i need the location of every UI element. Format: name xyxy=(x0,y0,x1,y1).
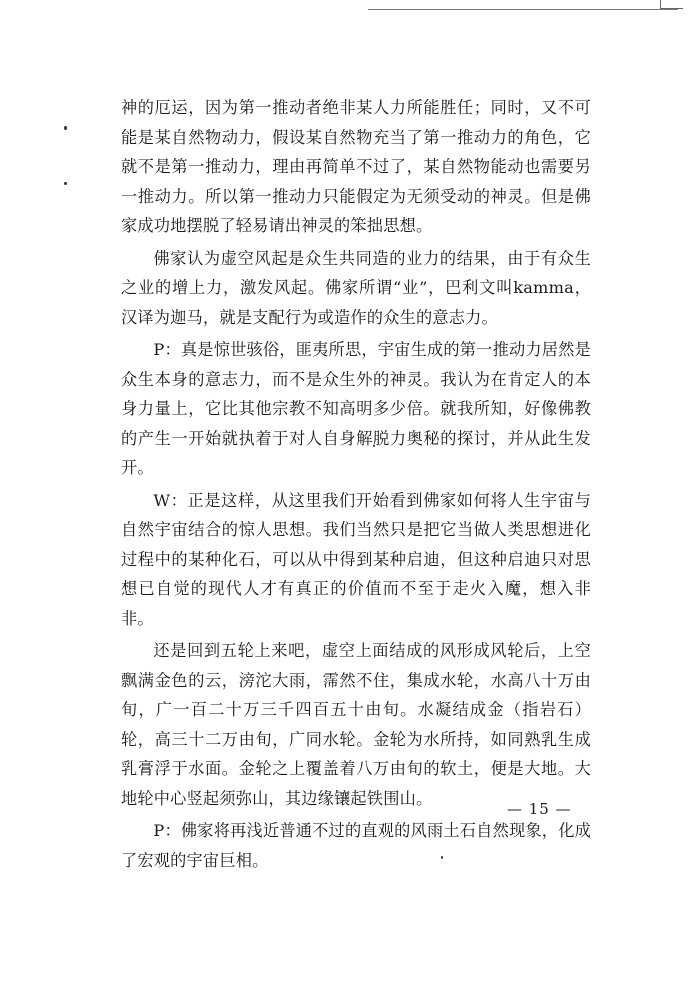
paragraph-4: W：正是这样，从这里我们开始看到佛家如何将人生宇宙与自然宇宙结合的惊人思想。我们当然只是把它当做人类思想进化过程中的某种化石，可以从中得到某种启迪，但这种启迪只对思想已自觉的现代人才有真正的价值而不至于走火入魔，想入非非。 xyxy=(121,490,591,628)
paragraph-2: 佛家认为虚空风起是众生共同造的业力的结果，由于有众生之业的增上力，激发风起。佛家所谓“业”，巴利文叫kamma，汉译为迦马，就是支配行为或造作的众生的意志力。 xyxy=(121,248,591,327)
scan-speck xyxy=(64,182,67,185)
paragraph-3: P：真是惊世骇俗，匪夷所思，宇宙生成的第一推动力居然是众生本身的意志力，而不是众生外的神灵。我认为在肯定人的本身力量上，它比其他宗教不知高明多少倍。就我所知，好像佛教的产生一开始就执着于对人自身解脱力奥秘的探讨，并从此生发开。 xyxy=(121,340,591,477)
paragraph-6: P：佛家将再浅近普通不过的直观的风雨土石自然现象，化成了宏观的宇宙巨相。 xyxy=(121,821,591,870)
paragraph-5: 还是回到五轮上来吧，虚空上面结成的风形成风轮后，上空飘满金色的云，滂沱大雨，霈然不住，集成水轮，水高八十万由旬，广一百二十万三千四百五十由旬。水凝结成金（指岩石）轮，高三十二万由旬，广同水轮。金轮为水所持，如同熟乳生成乳膏浮于水面。金轮之上覆盖着八万由旬的软土，便是大地。大地轮中心竖起须弥山，其边缘镶起铁围山。 xyxy=(121,641,591,808)
page-body xyxy=(121,93,591,878)
scan-speck xyxy=(64,126,67,130)
top-edge-mark xyxy=(660,0,683,9)
page-number: — 15 — xyxy=(507,800,572,818)
top-scan-rule xyxy=(368,9,678,10)
paragraph-1: 神的厄运，因为第一推动者绝非某人力所能胜任；同时，又不可能是某自然物动力，假设某自然物充当了第一推动力的角色，它就不是第一推动力，理由再简单不过了，某自然物能动也需要另一推动力。所以第一推动力只能假定为无须受动的神灵。但是佛家成功地摆脱了轻易请出神灵的笨拙思想。 xyxy=(121,98,591,235)
